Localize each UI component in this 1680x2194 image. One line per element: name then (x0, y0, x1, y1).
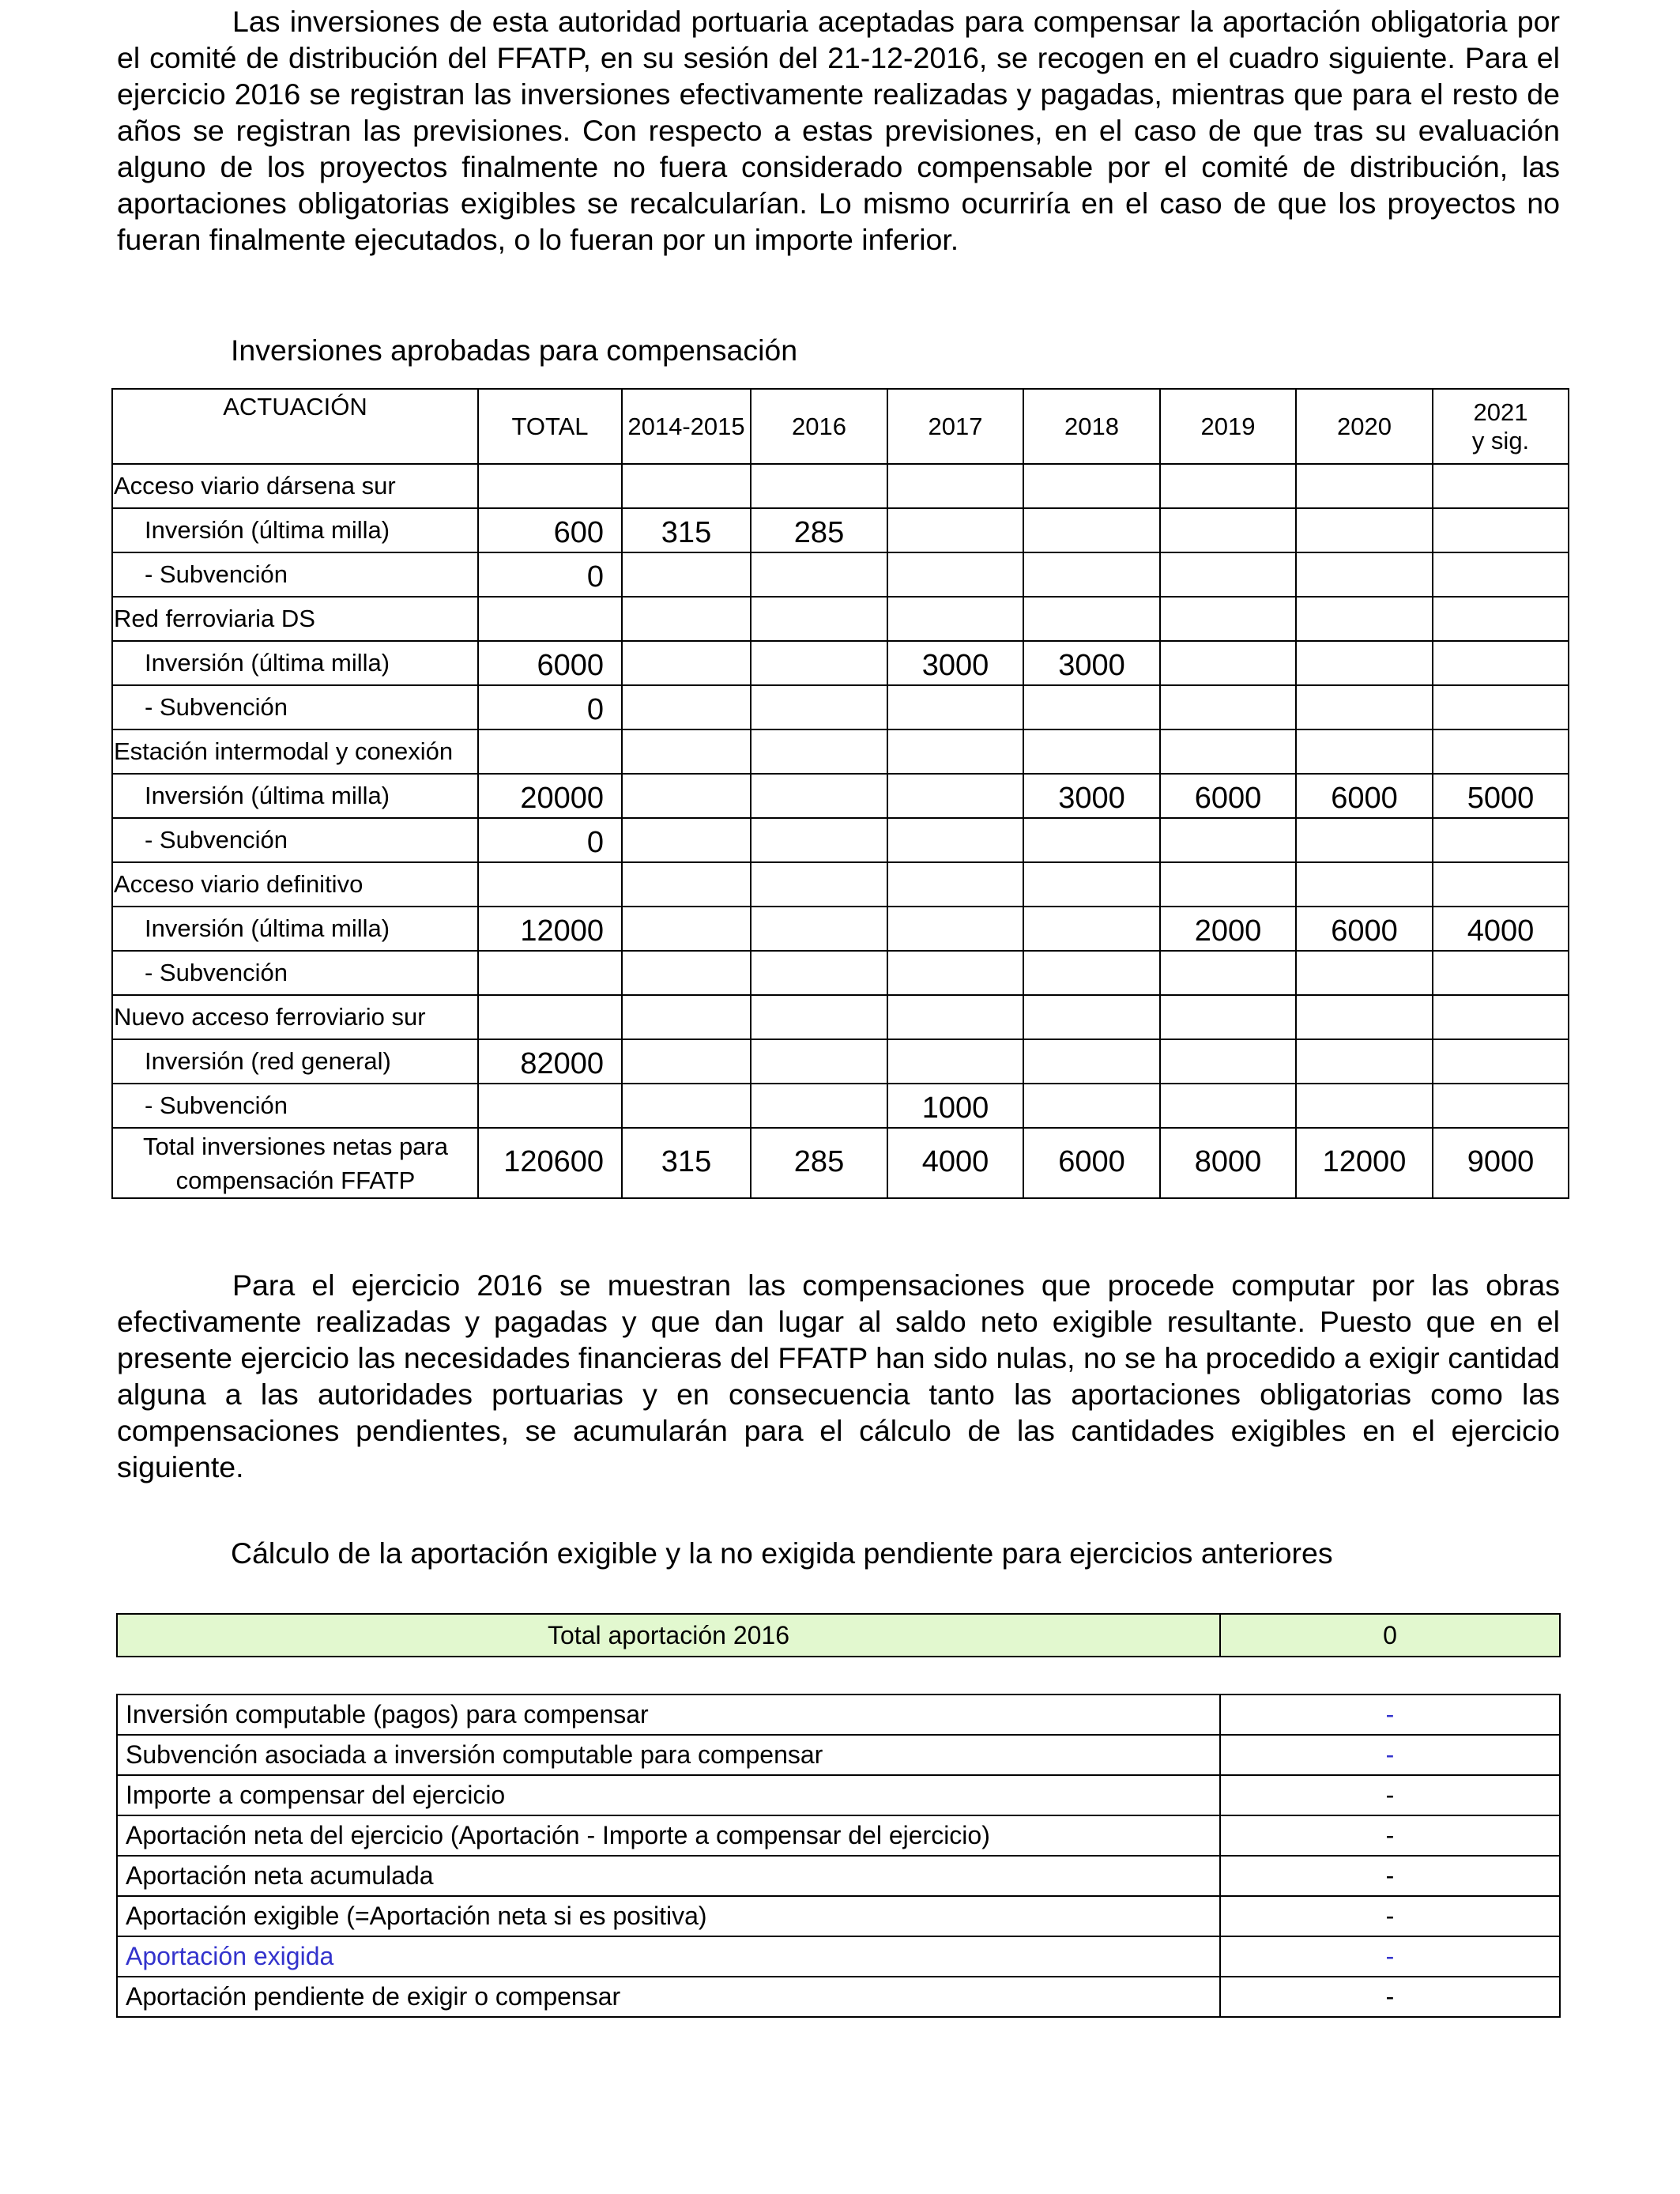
table-cell: 0 (478, 685, 622, 729)
table-cell (1160, 508, 1296, 552)
table-cell: 6000 (1296, 907, 1433, 951)
header-2021-line2: y sig. (1471, 426, 1530, 454)
table-cell (751, 818, 887, 862)
header-2021-line1: 2021 (1473, 398, 1528, 426)
table-cell (1433, 951, 1569, 995)
table-cell (1023, 729, 1160, 774)
table-cell (887, 552, 1023, 597)
row-label: Inversión (última milla) (112, 508, 478, 552)
row-label: - Subvención (112, 1084, 478, 1128)
table-cell (1296, 1039, 1433, 1084)
row-label: Acceso viario definitivo (112, 862, 478, 907)
table-cell (1296, 818, 1433, 862)
table-cell (1160, 1039, 1296, 1084)
table-cell (751, 1039, 887, 1084)
table-cell (1023, 951, 1160, 995)
total-cell: 8000 (1160, 1128, 1296, 1198)
row-label: Inversión (última milla) (112, 641, 478, 685)
table-cell (622, 641, 751, 685)
row-label: Estación intermodal y conexión (112, 729, 478, 774)
table-cell (622, 995, 751, 1039)
table-cell (1433, 1039, 1569, 1084)
table-cell (887, 862, 1023, 907)
row-label: Inversión (última milla) (112, 907, 478, 951)
table-cell: 285 (751, 508, 887, 552)
table-row (112, 552, 1569, 597)
header-actuacion: ACTUACIÓN (112, 389, 478, 464)
table-cell: 4000 (1433, 907, 1569, 951)
table-cell (1160, 552, 1296, 597)
table-cell (1023, 508, 1160, 552)
intro-paragraph (117, 3, 1560, 258)
table-cell (622, 951, 751, 995)
table-cell: 5000 (1433, 774, 1569, 818)
table-row (112, 995, 1569, 1039)
calc-row (117, 1856, 1560, 1896)
total-cell: 120600 (478, 1128, 622, 1198)
calc-row-label: Aportación neta acumulada (117, 1856, 1220, 1896)
table-cell (1160, 597, 1296, 641)
table-cell (478, 597, 622, 641)
row-label: Inversión (última milla) (112, 774, 478, 818)
table-cell (887, 1039, 1023, 1084)
table-cell: 6000 (1160, 774, 1296, 818)
table-cell (751, 951, 887, 995)
table-cell (622, 907, 751, 951)
table-cell (1160, 995, 1296, 1039)
header-2019: 2019 (1160, 389, 1296, 464)
table-cell (478, 729, 622, 774)
table-cell: 82000 (478, 1039, 622, 1084)
table-cell: 0 (478, 818, 622, 862)
table-row (112, 464, 1569, 508)
header-2017: 2017 (887, 389, 1023, 464)
table-row (112, 818, 1569, 862)
table-cell (478, 464, 622, 508)
total-row (112, 1128, 1569, 1198)
total-contribution-row (117, 1614, 1560, 1657)
table-cell (622, 1084, 751, 1128)
table-row (112, 1084, 1569, 1128)
table-cell (751, 995, 887, 1039)
table-cell: 1000 (887, 1084, 1023, 1128)
total-cell: 12000 (1296, 1128, 1433, 1198)
table-cell (1160, 862, 1296, 907)
table-cell (622, 685, 751, 729)
table-cell (1160, 818, 1296, 862)
table-cell (1160, 951, 1296, 995)
calc-row-label: Inversión computable (pagos) para compensar (117, 1695, 1220, 1735)
table-cell (1296, 951, 1433, 995)
table-cell (478, 862, 622, 907)
table-cell: 600 (478, 508, 622, 552)
table-header-row (112, 389, 1569, 464)
table-cell (622, 774, 751, 818)
calc-row-value: - (1220, 1856, 1560, 1896)
calc-row (117, 1936, 1560, 1977)
table-row (112, 951, 1569, 995)
row-label: - Subvención (112, 552, 478, 597)
header-2020: 2020 (1296, 389, 1433, 464)
table-cell (1433, 1084, 1569, 1128)
table-cell (1160, 1084, 1296, 1128)
table-cell (887, 818, 1023, 862)
table-cell (1160, 641, 1296, 685)
table-cell (751, 464, 887, 508)
table-cell (1296, 995, 1433, 1039)
table-cell (1433, 552, 1569, 597)
table-row (112, 729, 1569, 774)
table-row (112, 641, 1569, 685)
table-cell (1023, 464, 1160, 508)
table-row (112, 774, 1569, 818)
header-2014-2015: 2014-2015 (622, 389, 751, 464)
row-label: Red ferroviaria DS (112, 597, 478, 641)
total-cell: 6000 (1023, 1128, 1160, 1198)
table-cell (751, 641, 887, 685)
calc-row-value: - (1220, 1735, 1560, 1775)
table-cell: 3000 (1023, 774, 1160, 818)
total-cell: 285 (751, 1128, 887, 1198)
table-cell: 20000 (478, 774, 622, 818)
row-label: Inversión (red general) (112, 1039, 478, 1084)
table-cell (622, 552, 751, 597)
table-cell (1296, 508, 1433, 552)
table-cell (622, 464, 751, 508)
table-cell (887, 774, 1023, 818)
table-cell (887, 685, 1023, 729)
table-cell (1023, 685, 1160, 729)
table-cell (622, 597, 751, 641)
calc-row (117, 1815, 1560, 1856)
table-cell (887, 508, 1023, 552)
table-cell (1296, 729, 1433, 774)
table-cell (622, 729, 751, 774)
table-cell: 2000 (1160, 907, 1296, 951)
calc-row-value: - (1220, 1896, 1560, 1936)
table-cell (1296, 685, 1433, 729)
table-cell (751, 774, 887, 818)
table-cell: 12000 (478, 907, 622, 951)
table-cell (887, 907, 1023, 951)
calc-row-label: Aportación neta del ejercicio (Aportación - Importe a compensar del ejercicio) (117, 1815, 1220, 1856)
calc-row-label: Aportación exigida (117, 1936, 1220, 1977)
table-cell (1433, 597, 1569, 641)
table-cell (751, 597, 887, 641)
table-cell (887, 597, 1023, 641)
table-cell: 3000 (1023, 641, 1160, 685)
total-contribution-table (116, 1613, 1561, 1657)
table-row (112, 862, 1569, 907)
table-cell (1296, 464, 1433, 508)
table-cell (478, 951, 622, 995)
row-label: Nuevo acceso ferroviario sur (112, 995, 478, 1039)
table-cell (751, 862, 887, 907)
calc-row-label: Aportación exigible (=Aportación neta si es positiva) (117, 1896, 1220, 1936)
calc-row-value: - (1220, 1815, 1560, 1856)
table-cell (1023, 1084, 1160, 1128)
table-cell (1160, 729, 1296, 774)
table-cell (887, 729, 1023, 774)
table-cell: 315 (622, 508, 751, 552)
table-cell (751, 685, 887, 729)
header-2021 (1433, 389, 1569, 464)
table-cell: 6000 (1296, 774, 1433, 818)
calc-row-label: Subvención asociada a inversión computable para compensar (117, 1735, 1220, 1775)
calc-row (117, 1775, 1560, 1815)
header-2016: 2016 (751, 389, 887, 464)
table-cell (622, 862, 751, 907)
calc-row-value: - (1220, 1775, 1560, 1815)
calc-row-label: Importe a compensar del ejercicio (117, 1775, 1220, 1815)
table2-caption: Cálculo de la aportación exigible y la no exigida pendiente para ejercicios anteriores (231, 1536, 1333, 1570)
table-row (112, 1039, 1569, 1084)
intro-paragraph-text: Las inversiones de esta autoridad portuaria aceptadas para compensar la aportación obligatoria por el comité de distribución del FFATP, en su sesión del 21-12-2016, se recogen en el cuadro siguiente. Para el ejercicio 2016 se registran las inversiones efectivamente realizadas y pagadas, mientras que para el resto de años se registran las previsiones. Con respecto a estas previsiones, en el caso de que tras su evaluación alguno de los proyectos finalmente no fuera considerado compensable por el comité de distribución, las aportaciones obligatorias exigibles se recalcularían. Lo mismo ocurriría en el caso de que los proyectos no fueran finalmente ejecutados, o lo fueran por un importe inferior. (117, 5, 1560, 256)
table-cell (1023, 1039, 1160, 1084)
table-row (112, 685, 1569, 729)
table-cell (1023, 862, 1160, 907)
table-cell (1160, 685, 1296, 729)
table-cell (1296, 552, 1433, 597)
table-cell (751, 729, 887, 774)
table-cell: 0 (478, 552, 622, 597)
table-cell (1433, 729, 1569, 774)
total-cell: 315 (622, 1128, 751, 1198)
table-cell (1296, 641, 1433, 685)
calc-row (117, 1977, 1560, 2017)
table-cell (1433, 464, 1569, 508)
total-label-line2: compensación FFATP (175, 1166, 416, 1194)
table-cell (1433, 862, 1569, 907)
table-row (112, 907, 1569, 951)
row-label: - Subvención (112, 685, 478, 729)
row-label: - Subvención (112, 818, 478, 862)
table-cell (751, 552, 887, 597)
table-row (112, 508, 1569, 552)
total-row-label (112, 1128, 478, 1198)
table-cell (1433, 641, 1569, 685)
header-total: TOTAL (478, 389, 622, 464)
table-cell (622, 818, 751, 862)
calc-row-value: - (1220, 1977, 1560, 2017)
table-cell (1433, 508, 1569, 552)
second-paragraph-text: Para el ejercicio 2016 se muestran las compensaciones que procede computar por las obras efectivamente realizadas y pagadas y que dan lugar al saldo neto exigible resultante. Puesto que en el presente ejercicio las necesidades financieras del FFATP han sido nulas, no se ha procedido a exigir cantidad alguna a las autoridades portuarias y en consecuencia tanto las aportaciones obligatorias como las compensaciones pendientes, se acumularán para el cálculo de las cantidades exigibles en el ejercicio siguiente. (117, 1269, 1560, 1483)
table-cell: 6000 (478, 641, 622, 685)
row-label: - Subvención (112, 951, 478, 995)
table-cell (1023, 995, 1160, 1039)
table-cell (887, 995, 1023, 1039)
table-cell (751, 907, 887, 951)
total-label-line1: Total inversiones netas para (142, 1132, 448, 1160)
calc-row (117, 1896, 1560, 1936)
total-contribution-value: 0 (1220, 1614, 1560, 1657)
table-cell (1296, 1084, 1433, 1128)
table-cell (1023, 597, 1160, 641)
table-cell (1433, 818, 1569, 862)
calc-row-label: Aportación pendiente de exigir o compensar (117, 1977, 1220, 2017)
table-cell (478, 1084, 622, 1128)
second-paragraph (117, 1267, 1560, 1485)
calc-row-value: - (1220, 1695, 1560, 1735)
table-cell (478, 995, 622, 1039)
table-cell: 3000 (887, 641, 1023, 685)
table1-caption: Inversiones aprobadas para compensación (231, 334, 798, 367)
table-cell (1296, 597, 1433, 641)
row-label: Acceso viario dársena sur (112, 464, 478, 508)
table-row (112, 597, 1569, 641)
table-cell (887, 951, 1023, 995)
table-cell (887, 464, 1023, 508)
table-cell (1433, 685, 1569, 729)
table-cell (751, 1084, 887, 1128)
calc-row (117, 1735, 1560, 1775)
table-cell (622, 1039, 751, 1084)
table-cell (1023, 818, 1160, 862)
table-cell (1296, 862, 1433, 907)
table-cell (1023, 552, 1160, 597)
investments-table (111, 388, 1569, 1199)
calc-row-value: - (1220, 1936, 1560, 1977)
calc-row (117, 1695, 1560, 1735)
table-cell (1023, 907, 1160, 951)
table-cell (1160, 464, 1296, 508)
calculation-table (116, 1694, 1561, 2018)
header-2018: 2018 (1023, 389, 1160, 464)
table-cell (1433, 995, 1569, 1039)
total-contribution-label: Total aportación 2016 (117, 1614, 1220, 1657)
total-cell: 4000 (887, 1128, 1023, 1198)
total-cell: 9000 (1433, 1128, 1569, 1198)
